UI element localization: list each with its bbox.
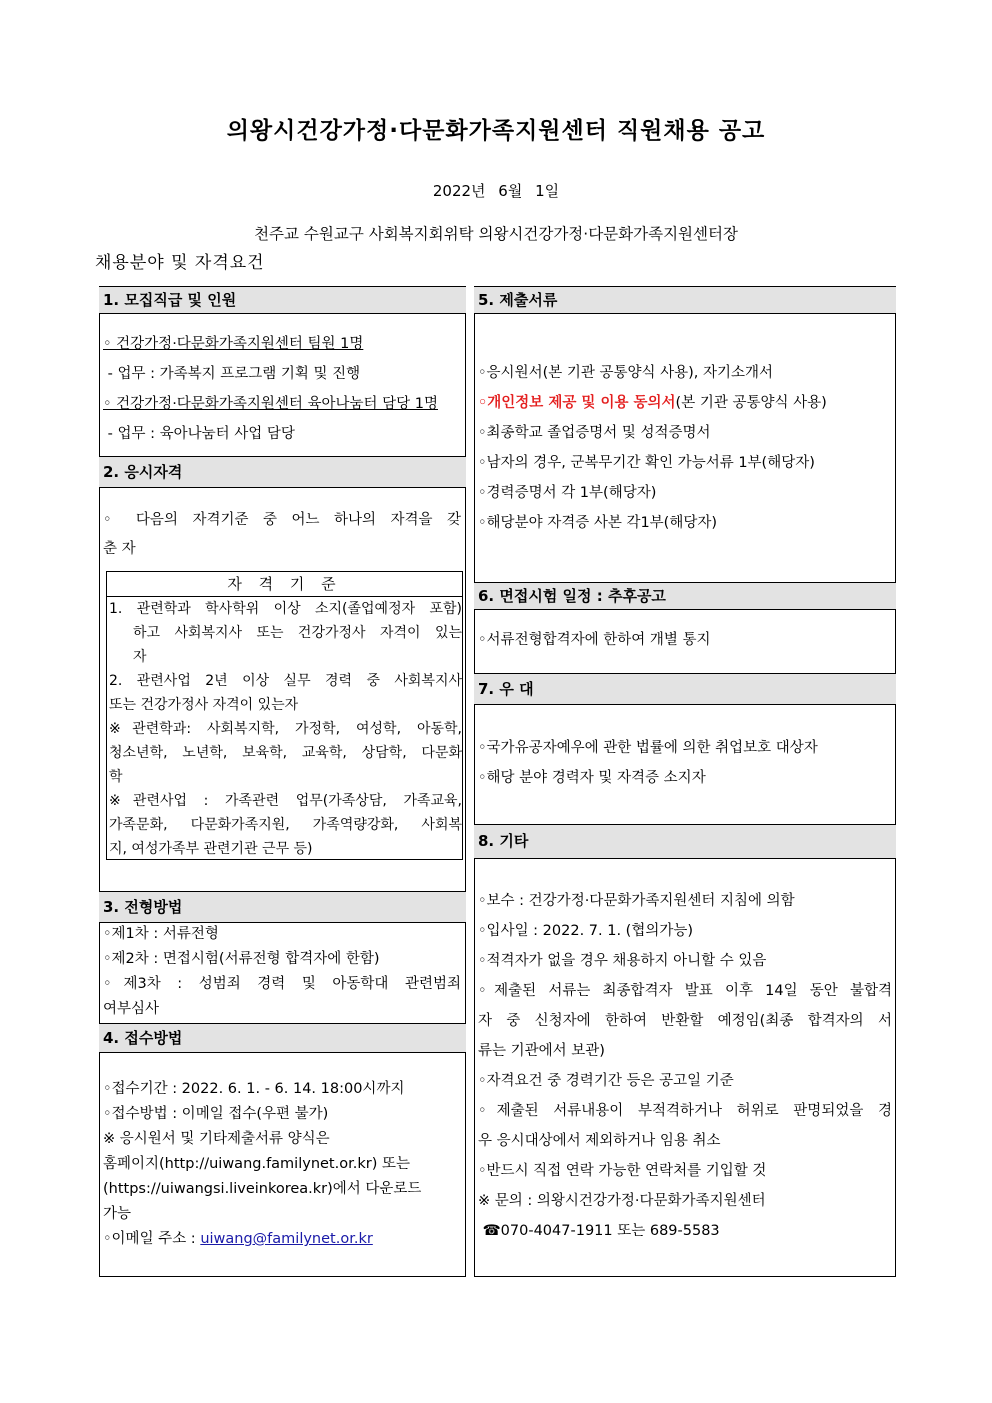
form-notice: ※ 응시원서 및 기타제출서류 양식은	[103, 1131, 330, 1147]
qualification-intro-line-2: 춘 자	[103, 541, 136, 557]
other-item: 우 응시대상에서 제외하거나 임용 취소	[478, 1133, 721, 1149]
application-period: ◦접수기간 : 2022. 6. 1. - 6. 14. 18:00시까지	[103, 1081, 405, 1097]
criteria-line: 1. 관련학과 학사학위 이상 소지(졸업예정자 포함)	[109, 601, 462, 617]
section-2-header: 2. 응시자격	[99, 456, 466, 488]
other-item: ◦적격자가 없을 경우 채용하지 아니할 수 있음	[478, 953, 767, 969]
section-8-body	[478, 886, 892, 1246]
other-item: ◦보수 : 건강가정·다문화가족지원센터 지침에 의함	[478, 893, 795, 909]
qualification-criteria-table	[106, 571, 463, 860]
homepage-url-1: 홈페이지(http://uiwang.familynet.or.kr) 또는	[103, 1156, 410, 1172]
section-3-body	[103, 922, 461, 1022]
section-6-body	[478, 625, 710, 655]
criteria-line: 지, 여성가족부 관련기관 근무 등)	[109, 841, 313, 857]
other-item: 류는 기관에서 보관)	[478, 1043, 605, 1059]
section-5-body	[478, 358, 827, 538]
section-2-intro	[103, 506, 461, 564]
criteria-line: 또는 건강가정사 자격이 있는자	[109, 697, 299, 713]
criteria-line: 자	[133, 649, 147, 665]
criteria-line: ※관련사업 : 가족관련 업무(가족상담, 가족교육,	[109, 793, 462, 809]
section-1-header: 1. 모집직급 및 인원	[99, 286, 466, 314]
other-item: ◦반드시 직접 연락 가능한 연락처를 기입할 것	[478, 1163, 767, 1179]
other-item: ◦입사일 : 2022. 7. 1. (협의가능)	[478, 923, 694, 939]
other-item: ◦제출된 서류내용이 부적격하거나 허위로 판명되었을 경	[478, 1103, 892, 1119]
criteria-line: 청소년학, 노년학, 보육학, 교육학, 상담학, 다문화	[109, 745, 462, 761]
consent-form-highlight: ◦개인정보 제공 및 이용 동의서	[478, 395, 676, 411]
application-method: ◦접수방법 : 이메일 접수(우편 불가)	[103, 1106, 329, 1122]
contact-inquiry: ※ 문의 : 의왕시건강가정·다문화가족지원센터	[478, 1193, 766, 1209]
screening-step-3: ◦제3차 : 성범죄 경력 및 아동학대 관련범죄	[103, 976, 461, 992]
section-8-header: 8. 기타	[474, 824, 896, 859]
screening-step-1: ◦제1차 : 서류전형	[103, 926, 219, 942]
section-subheading: 채용분야 및 자격요건	[95, 253, 265, 273]
consent-form-note: (본 기관 공통양식 사용)	[675, 395, 827, 411]
section-4-header: 4. 접수방법	[99, 1023, 466, 1053]
section-6-header: 6. 면접시험 일정 : 추후공고	[474, 582, 896, 610]
criteria-title: 자 격 기 준	[107, 572, 462, 597]
preference-item: ◦해당 분야 경력자 및 자격증 소지자	[478, 770, 706, 786]
preference-item: ◦국가유공자예우에 관한 법률에 의한 취업보호 대상자	[478, 740, 818, 756]
homepage-url-2: (https://uiwangsi.liveinkorea.kr)에서 다운로드	[103, 1181, 422, 1197]
recruit-duty-1: - 업무 : 가족복지 프로그램 기획 및 진행	[103, 366, 361, 382]
other-item: ◦자격요건 중 경력기간 등은 공고일 기준	[478, 1073, 734, 1089]
other-item: 자 중 신청자에 한하여 반환할 예정임(최종 합격자의 서	[478, 1013, 892, 1029]
criteria-body	[107, 597, 462, 861]
document-item-consent	[478, 388, 827, 418]
screening-step-3-cont: 여부심사	[103, 1001, 160, 1017]
email-line	[103, 1227, 421, 1252]
section-7-header: 7. 우 대	[474, 673, 896, 705]
email-link[interactable]: uiwang@familynet.or.kr	[200, 1231, 373, 1247]
announcement-date: 2022년 6월 1일	[432, 182, 560, 200]
recruit-item-1: ◦ 건강가정·다문화가족지원센터 팀원 1명	[103, 336, 364, 352]
criteria-line: ※관련학과: 사회복지학, 가정학, 여성학, 아동학,	[109, 721, 462, 737]
recruit-item-2: ◦ 건강가정·다문화가족지원센터 육아나눔터 담당 1명	[103, 396, 438, 412]
document-item: ◦해당분야 자격증 사본 각1부(해당자)	[478, 515, 718, 531]
download-available: 가능	[103, 1206, 132, 1222]
column-divider	[466, 286, 474, 1277]
section-1-body	[103, 329, 438, 449]
criteria-line: 가족문화, 다문화가족지원, 가족역량강화, 사회복	[109, 817, 462, 833]
document-item: ◦남자의 경우, 군복무기간 확인 가능서류 1부(해당자)	[478, 455, 815, 471]
qualification-intro-line-1: ◦ 다음의 자격기준 중 어느 하나의 자격을 갖	[103, 512, 461, 528]
section-4-body	[103, 1077, 421, 1252]
organization-name: 천주교 수원교구 사회복지회위탁 의왕시건강가정·다문화가족지원센터장	[254, 225, 738, 243]
document-item: ◦응시원서(본 기관 공통양식 사용), 자기소개서	[478, 365, 774, 381]
document-item: ◦경력증명서 각 1부(해당자)	[478, 485, 657, 501]
interview-notice: ◦서류전형합격자에 한하여 개별 통지	[478, 632, 711, 648]
other-item: ◦제출된 서류는 최종합격자 발표 이후 14일 동안 불합격	[478, 983, 892, 999]
section-3-header: 3. 전형방법	[99, 891, 466, 923]
section-5-header: 5. 제출서류	[474, 286, 896, 314]
criteria-line: 하고 사회복지사 또는 건강가정사 자격이 있는	[133, 625, 462, 641]
document-item: ◦최종학교 졸업증명서 및 성적증명서	[478, 425, 711, 441]
criteria-line: 2. 관련사업 2년 이상 실무 경력 중 사회복지사	[109, 673, 462, 689]
email-label: ◦이메일 주소 :	[103, 1231, 201, 1247]
section-7-body	[478, 733, 818, 793]
screening-step-2: ◦제2차 : 면접시험(서류전형 합격자에 한함)	[103, 951, 380, 967]
contact-phone: ☎070-4047-1911 또는 689-5583	[478, 1223, 720, 1239]
recruit-duty-2: - 업무 : 육아나눔터 사업 담당	[103, 426, 295, 442]
criteria-line: 학	[109, 769, 123, 785]
page-title: 의왕시건강가정·다문화가족지원센터 직원채용 공고	[226, 118, 766, 144]
